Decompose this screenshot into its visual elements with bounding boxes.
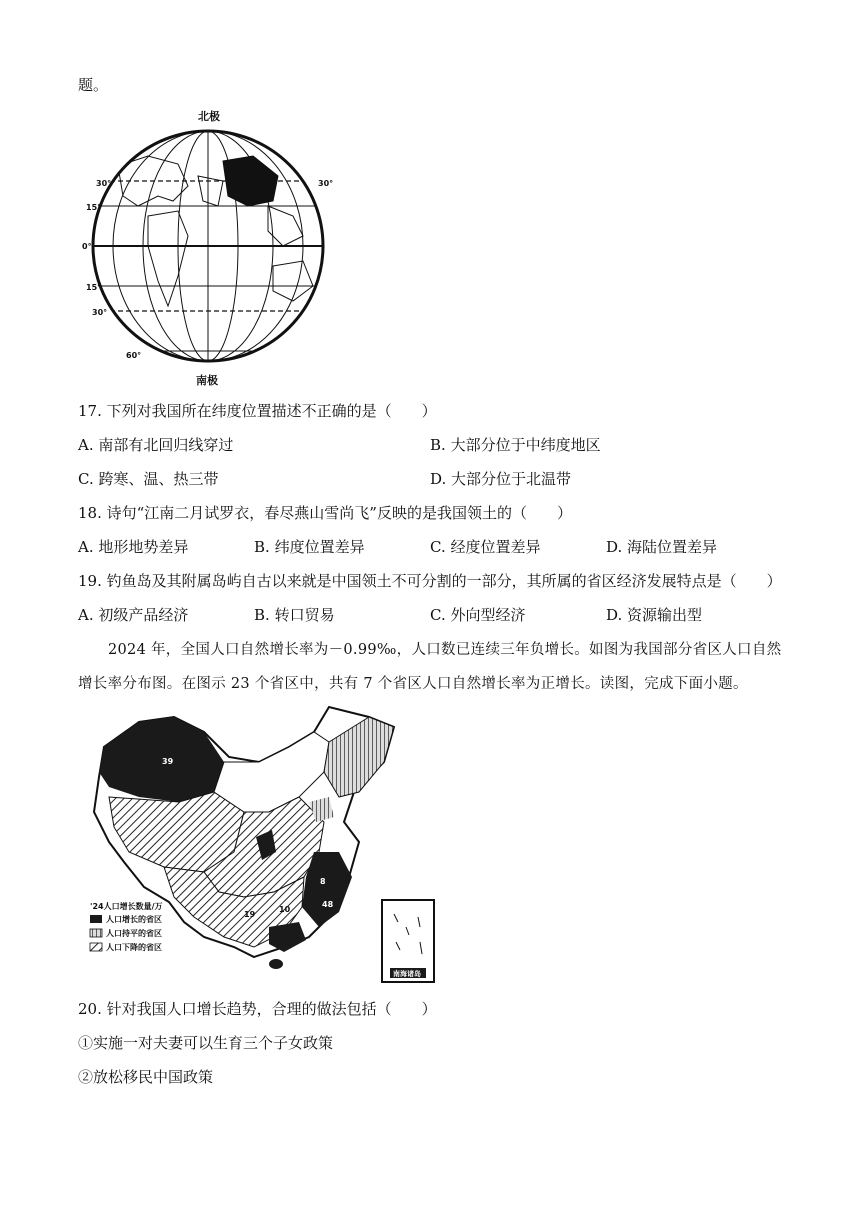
q19-option-c[interactable]: C. 外向型经济 [430,606,526,624]
globe-lat-label: 30° [92,308,108,317]
globe-lat-label: 30° [96,179,112,188]
globe-graticule [78,126,338,366]
china-population-map [84,702,444,986]
globe-south-label: 南极 [196,374,218,387]
passage-line-2: 增长率分布图。在图示 23 个省区中，共有 7 个省区人口自然增长率为正增长。读图，完成下面小题。 [78,676,748,692]
globe-lat-label: 15° [86,203,102,212]
question-18-stem: 18. 诗句“江南二月试罗衣，春尽燕山雪尚飞”反映的是我国领土的（ ） [78,504,572,522]
south-china-sea-inset [382,900,434,982]
question-19-stem: 19. 钓鱼岛及其附属岛屿自古以来就是中国领土不可分割的一部分，其所属的省区经济发展特点是（ ） [78,572,782,590]
q18-option-c[interactable]: C. 经度位置差异 [430,538,541,556]
svg-text:人口增长的省区: 人口增长的省区 [106,915,162,924]
q20-statement-2: ②放松移民中国政策 [78,1068,214,1086]
globe-lat-label: 0° [82,242,92,251]
q19-option-a[interactable]: A. 初级产品经济 [78,606,189,624]
svg-text:南海诸岛: 南海诸岛 [393,970,421,978]
svg-text:'24人口增长数量/万: '24人口增长数量/万 [90,902,163,911]
svg-text:39: 39 [162,757,174,766]
q17-option-a[interactable]: A. 南部有北回归线穿过 [78,436,234,454]
q18-option-d[interactable]: D. 海陆位置差异 [606,538,718,556]
svg-text:10: 10 [279,905,291,914]
svg-text:48: 48 [322,900,334,909]
globe-lat-label: 15° [86,283,102,292]
svg-text:19: 19 [244,910,256,919]
globe-lat-label: 30° [318,179,334,188]
globe-lat-label: 60° [126,351,142,360]
globe-map-figure [78,106,338,390]
q17-option-d[interactable]: D. 大部分位于北温带 [430,470,572,488]
region-hainan [269,959,283,969]
question-17-stem: 17. 下列对我国所在纬度位置描述不正确的是（ ） [78,402,437,420]
svg-text:8: 8 [320,877,326,886]
q19-option-b[interactable]: B. 转口贸易 [254,606,335,624]
globe-north-label: 北极 [198,110,220,123]
svg-text:人口下降的省区: 人口下降的省区 [106,943,162,952]
q17-option-b[interactable]: B. 大部分位于中纬度地区 [430,436,601,454]
map-legend [90,901,163,952]
svg-text:人口持平的省区: 人口持平的省区 [106,929,162,938]
q18-option-b[interactable]: B. 纬度位置差异 [254,538,365,556]
q17-option-c[interactable]: C. 跨寒、温、热三带 [78,470,219,488]
q19-option-d[interactable]: D. 资源输出型 [606,606,703,624]
q18-option-a[interactable]: A. 地形地势差异 [78,538,189,556]
passage-line-1: 2024 年，全国人口自然增长率为－0.99‰，人口数已连续三年负增长。如图为我国部分省区人口自然 [108,642,782,658]
question-20-stem: 20. 针对我国人口增长趋势，合理的做法包括（ ） [78,1000,437,1018]
continued-text: 题。 [78,76,109,94]
q20-statement-1: ①实施一对夫妻可以生育三个子女政策 [78,1034,334,1052]
